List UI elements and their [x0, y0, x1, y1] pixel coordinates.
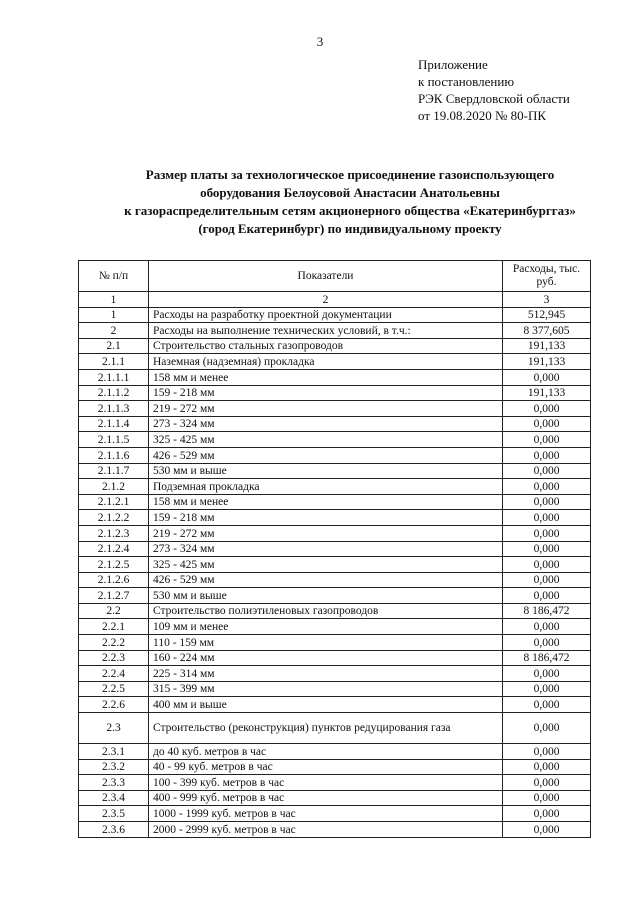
table-index-row [79, 292, 591, 308]
row-value: 0,000 [503, 510, 591, 526]
row-value: 8 186,472 [503, 603, 591, 619]
table-row [79, 619, 591, 635]
row-value: 8 186,472 [503, 650, 591, 666]
row-name: Расходы на выполнение технических условий, в т.ч.: [149, 323, 503, 339]
row-name: Строительство полиэтиленовых газопроводов [149, 603, 503, 619]
row-value: 0,000 [503, 822, 591, 838]
row-num: 2.1.1.2 [79, 385, 149, 401]
table-row [79, 401, 591, 417]
row-num: 2.2.4 [79, 666, 149, 682]
row-value: 0,000 [503, 557, 591, 573]
row-num: 2.2.6 [79, 697, 149, 713]
row-num: 2.1.2.6 [79, 572, 149, 588]
table-row [79, 557, 591, 573]
row-name: 273 - 324 мм [149, 541, 503, 557]
row-num: 2.1.2 [79, 479, 149, 495]
header-num: № п/п [79, 261, 149, 292]
row-value: 0,000 [503, 572, 591, 588]
appendix-block [418, 56, 570, 124]
row-num: 2.1.2.3 [79, 525, 149, 541]
table-row [79, 744, 591, 760]
row-value: 0,000 [503, 525, 591, 541]
table-row [79, 713, 591, 744]
table-row [79, 354, 591, 370]
row-value: 191,133 [503, 354, 591, 370]
table-row [79, 385, 591, 401]
row-name: 325 - 425 мм [149, 557, 503, 573]
row-name: Расходы на разработку проектной документации [149, 307, 503, 323]
row-num: 1 [79, 307, 149, 323]
row-value: 0,000 [503, 463, 591, 479]
row-name: 426 - 529 мм [149, 572, 503, 588]
table-row [79, 323, 591, 339]
row-value: 0,000 [503, 806, 591, 822]
row-value: 8 377,605 [503, 323, 591, 339]
table-row [79, 603, 591, 619]
table-row [79, 588, 591, 604]
row-name: 315 - 399 мм [149, 681, 503, 697]
row-name: 110 - 159 мм [149, 635, 503, 651]
row-name: 40 - 99 куб. метров в час [149, 759, 503, 775]
table-row [79, 635, 591, 651]
row-value: 0,000 [503, 713, 591, 744]
table-row [79, 650, 591, 666]
table-row [79, 572, 591, 588]
title-line: оборудования Белоусовой Анастасии Анатольевны [200, 185, 500, 200]
title-line: Размер платы за технологическое присоединение газоиспользующего [145, 167, 555, 182]
row-value: 0,000 [503, 447, 591, 463]
row-num: 2.3.6 [79, 822, 149, 838]
row-name: 426 - 529 мм [149, 447, 503, 463]
row-name: 325 - 425 мм [149, 432, 503, 448]
row-name: Наземная (надземная) прокладка [149, 354, 503, 370]
row-num: 2.1.1.5 [79, 432, 149, 448]
row-num: 2.1.2.4 [79, 541, 149, 557]
title-line: (город Екатеринбург) по индивидуальному проекту [198, 221, 502, 236]
row-value: 0,000 [503, 666, 591, 682]
row-value: 0,000 [503, 744, 591, 760]
table-row [79, 369, 591, 385]
row-num: 2.1.2.1 [79, 494, 149, 510]
row-name: 109 мм и менее [149, 619, 503, 635]
row-num: 2.3 [79, 713, 149, 744]
header-name: Показатели [149, 261, 503, 292]
row-name: 158 мм и менее [149, 369, 503, 385]
title-line: к газораспределительным сетям акционерного общества «Екатеринбурггаз» [124, 203, 576, 218]
row-name: 530 мм и выше [149, 463, 503, 479]
row-name: Строительство (реконструкция) пунктов редуцирования газа [149, 713, 503, 744]
costs-table [78, 260, 591, 838]
table-row [79, 822, 591, 838]
table-row [79, 525, 591, 541]
table-header-row [79, 261, 591, 292]
row-name: 219 - 272 мм [149, 401, 503, 417]
row-num: 2.1.1.4 [79, 416, 149, 432]
row-num: 2.2.2 [79, 635, 149, 651]
table-row [79, 510, 591, 526]
row-name: 225 - 314 мм [149, 666, 503, 682]
row-value: 0,000 [503, 416, 591, 432]
table-row [79, 416, 591, 432]
row-value: 0,000 [503, 635, 591, 651]
row-num: 2.1.1.7 [79, 463, 149, 479]
row-value: 0,000 [503, 541, 591, 557]
row-num: 2.3.1 [79, 744, 149, 760]
row-num: 2.1.1.1 [79, 369, 149, 385]
row-num: 2 [79, 323, 149, 339]
table-row [79, 775, 591, 791]
row-name: Строительство стальных газопроводов [149, 338, 503, 354]
row-name: 1000 - 1999 куб. метров в час [149, 806, 503, 822]
appendix-line: от 19.08.2020 № 80-ПК [418, 108, 547, 123]
row-num: 2.2.3 [79, 650, 149, 666]
table-row [79, 307, 591, 323]
table-row [79, 494, 591, 510]
row-value: 0,000 [503, 681, 591, 697]
row-name: 530 мм и выше [149, 588, 503, 604]
row-value: 0,000 [503, 432, 591, 448]
row-value: 0,000 [503, 697, 591, 713]
row-value: 0,000 [503, 588, 591, 604]
row-value: 191,133 [503, 338, 591, 354]
row-num: 2.2.1 [79, 619, 149, 635]
table-body [79, 307, 591, 837]
table-row [79, 697, 591, 713]
row-num: 2.1.2.2 [79, 510, 149, 526]
row-num: 2.2 [79, 603, 149, 619]
table-row [79, 338, 591, 354]
row-name: 159 - 218 мм [149, 385, 503, 401]
table-row [79, 541, 591, 557]
row-num: 2.2.5 [79, 681, 149, 697]
row-value: 0,000 [503, 369, 591, 385]
row-name: 159 - 218 мм [149, 510, 503, 526]
appendix-line: к постановлению [418, 74, 515, 89]
row-value: 0,000 [503, 759, 591, 775]
row-value: 0,000 [503, 401, 591, 417]
row-name: 273 - 324 мм [149, 416, 503, 432]
table-row [79, 790, 591, 806]
row-num: 2.1.1.3 [79, 401, 149, 417]
appendix-line: Приложение [418, 57, 488, 72]
appendix-line: РЭК Свердловской области [418, 91, 570, 106]
row-name: 219 - 272 мм [149, 525, 503, 541]
row-num: 2.1 [79, 338, 149, 354]
table-row [79, 666, 591, 682]
table-row [79, 432, 591, 448]
row-name: 158 мм и менее [149, 494, 503, 510]
table-row [79, 806, 591, 822]
index-cell: 3 [503, 292, 591, 308]
table-row [79, 447, 591, 463]
document-title [60, 166, 640, 238]
header-value: Расходы, тыс. руб. [503, 261, 591, 292]
row-name: Подземная прокладка [149, 479, 503, 495]
row-value: 512,945 [503, 307, 591, 323]
row-value: 0,000 [503, 619, 591, 635]
table-row [79, 681, 591, 697]
row-name: 160 - 224 мм [149, 650, 503, 666]
table-row [79, 463, 591, 479]
row-num: 2.1.2.7 [79, 588, 149, 604]
page-number: 3 [316, 34, 324, 49]
row-num: 2.3.5 [79, 806, 149, 822]
row-value: 0,000 [503, 790, 591, 806]
row-num: 2.1.1 [79, 354, 149, 370]
row-num: 2.3.3 [79, 775, 149, 791]
index-cell: 2 [149, 292, 503, 308]
row-num: 2.3.2 [79, 759, 149, 775]
row-name: 400 мм и выше [149, 697, 503, 713]
row-num: 2.1.2.5 [79, 557, 149, 573]
table-row [79, 479, 591, 495]
row-num: 2.1.1.6 [79, 447, 149, 463]
table-row [79, 759, 591, 775]
row-value: 0,000 [503, 775, 591, 791]
row-value: 191,133 [503, 385, 591, 401]
row-num: 2.3.4 [79, 790, 149, 806]
row-name: до 40 куб. метров в час [149, 744, 503, 760]
row-value: 0,000 [503, 479, 591, 495]
row-name: 2000 - 2999 куб. метров в час [149, 822, 503, 838]
row-value: 0,000 [503, 494, 591, 510]
index-cell: 1 [79, 292, 149, 308]
row-name: 400 - 999 куб. метров в час [149, 790, 503, 806]
row-name: 100 - 399 куб. метров в час [149, 775, 503, 791]
